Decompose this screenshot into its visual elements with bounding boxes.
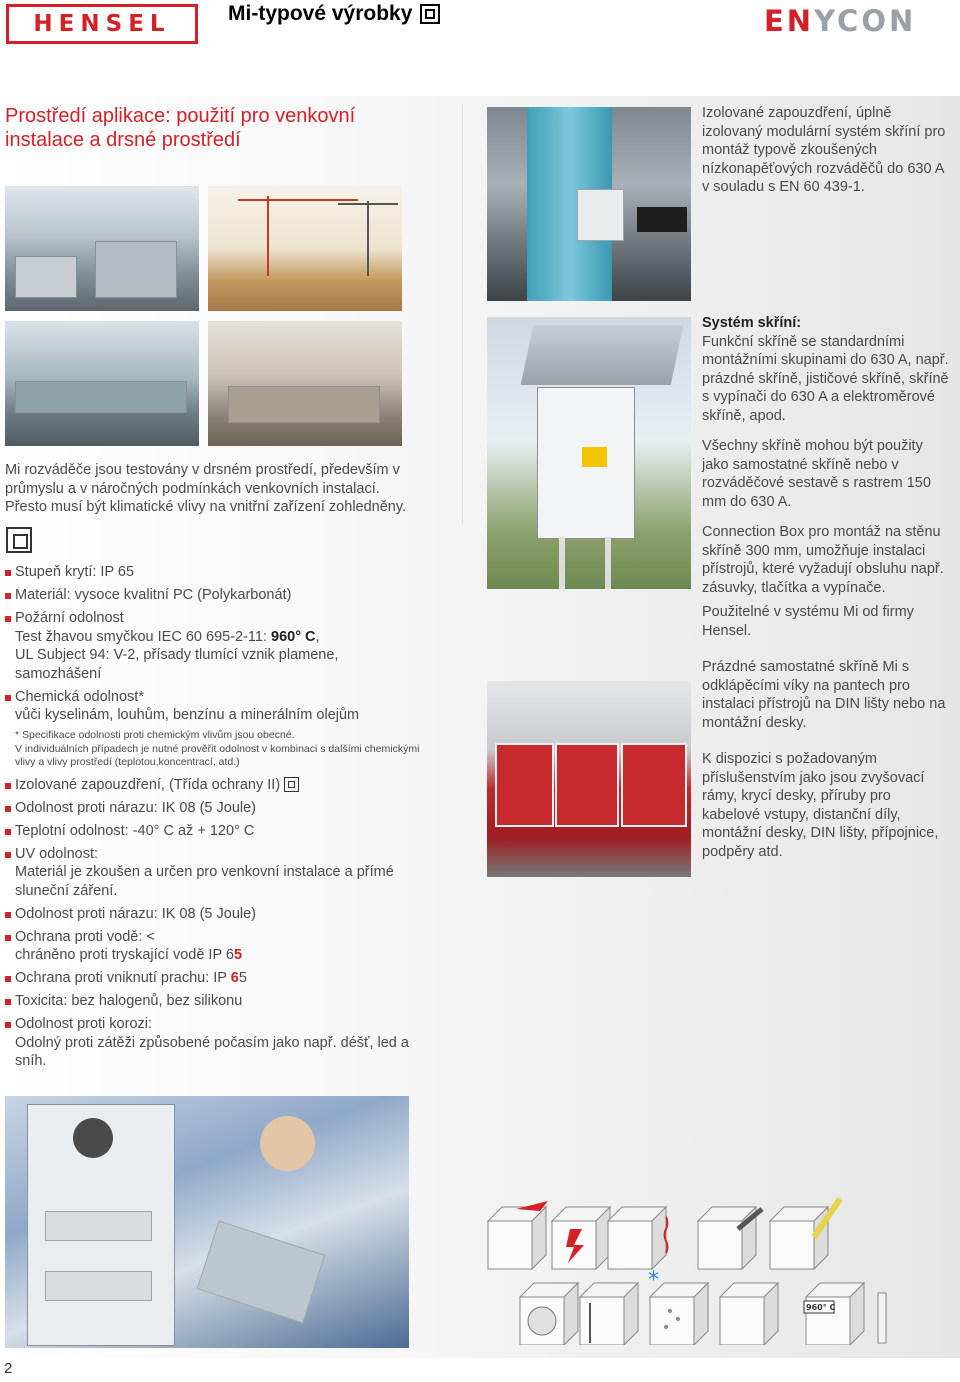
fire-resistance-icon (804, 1283, 864, 1345)
crane-icon (208, 186, 402, 311)
page-title-text: Mi-typové výrobky (228, 2, 413, 25)
water-protection-text: chráněno proti tryskající vodě IP 6 (15, 947, 234, 963)
column-divider (462, 104, 463, 524)
page-number: 2 (4, 1360, 13, 1377)
breaker-row (45, 1211, 152, 1241)
enycon-logo-red: EN (764, 4, 815, 38)
enclosure-on-pillar (577, 189, 624, 241)
fire-resistance-title: Požární odolnost (15, 610, 124, 626)
page-title (228, 2, 440, 26)
dust-protection-text: Ochrana proti vniknutí prachu: IP (15, 970, 231, 986)
hensel-logo (6, 4, 198, 44)
list-item (5, 992, 425, 1011)
dust-protection-digit: 6 (230, 970, 239, 986)
photo-technician-enclosure (5, 1096, 409, 1348)
ul-subject: UL Subject 94: V-2, přísady tlumící vznik plamene, samozhášení (15, 647, 339, 682)
system-description (702, 314, 952, 867)
temperature-icon (608, 1207, 668, 1293)
glow-wire-comma: , (315, 628, 320, 645)
protection-class-ii-icon (6, 527, 32, 553)
list-item (5, 776, 425, 795)
chemical-resistance-icon (580, 1283, 638, 1345)
system-text-3: Connection Box pro montáž na stěnu skříně 300 mm, umožňuje instalaci přístrojů, které vyžadují obsluhu např. zásuvky, tlačítka a vypínače. (702, 524, 944, 596)
glow-wire-test: Test žhavou smyčkou IEC 60 695-2-11: (15, 628, 272, 645)
insulated-enclosure: Izolované zapouzdření, (Třída ochrany II) (15, 776, 281, 793)
impact-resistance-2: Odolnost proti nárazu: IK 08 (5 Joule) (15, 905, 256, 922)
chemical-resistance-title: Chemická odolnost* (15, 688, 144, 705)
list-item (5, 1015, 425, 1071)
svg-text:*: * (648, 1268, 659, 1293)
photo-factory-hall (5, 186, 199, 311)
list-item (5, 969, 425, 988)
list-item (5, 799, 425, 818)
photo-outdoor-distribution-box (487, 317, 691, 589)
uv-lightning-icon (552, 1207, 610, 1269)
water-protection-title: Ochrana proti vodě: < (15, 928, 155, 945)
water-protection-line (15, 946, 425, 965)
photo-construction-site (208, 186, 402, 311)
photo-red-containers (487, 681, 691, 877)
warning-label-icon (582, 447, 607, 467)
double-insulation-small-icon (284, 777, 299, 792)
water-protection-digit: 5 (233, 947, 243, 963)
hensel-logo-text: HENSEL (33, 11, 171, 37)
corrosion-spray-icon (770, 1199, 840, 1269)
photo-workshop (208, 321, 402, 446)
list-item (5, 688, 425, 725)
photo-parking-garage (487, 107, 691, 301)
glow-wire-temperature: 960° C (271, 628, 316, 645)
dust-protection-suffix: 5 (238, 970, 247, 986)
chemical-resistance-text: vůči kyselinám, louhům, benzínu a minerálním olejům (15, 707, 360, 723)
rotary-switch-icon (73, 1118, 113, 1158)
impact-hammer-icon (698, 1207, 762, 1269)
toxicity: Toxicita: bez halogenů, bez silikonu (15, 993, 243, 1009)
list-item (5, 928, 425, 965)
laptop (197, 1220, 326, 1323)
corrosion-title: Odolnost proti korozi: (15, 1016, 153, 1032)
list-item (5, 905, 425, 924)
fire-resistance-test (15, 628, 425, 647)
intro-right-text: Izolované zapouzdření, úplně izolovaný modulární systém skříní pro montáž typově zkoušených nízkonapěťových rozváděčů do 630 A v souladu s EN 60 439-1. (702, 105, 946, 195)
dust-protection-icon (650, 1283, 708, 1345)
list-item (5, 845, 425, 901)
list-item (5, 563, 425, 582)
uv-text: Materiál je zkoušen a určen pro venkovní instalace a přímé sluneční záření. (15, 864, 394, 899)
technician-head (260, 1116, 315, 1171)
system-title: Systém skříní: (702, 315, 802, 331)
halogen-free-icon (720, 1283, 778, 1345)
temperature-resistance: Teplotní odolnost: -40° C až + 120° C (15, 822, 255, 839)
intro-text: Mi rozváděče jsou testovány v drsném prostředí, především v průmyslu a v náročných podmínkách venkovních instalací. Přesto musí být klimatické vlivy na vnitřní zařízení zohledněny. (5, 462, 407, 515)
uv-title: UV odolnost: (15, 845, 99, 862)
fire-temperature-label: 960° C (806, 1303, 836, 1312)
impact-resistance: Odolnost proti nárazu: IK 08 (5 Joule) (15, 799, 256, 816)
ip-rating: Stupeň krytí: IP 65 (15, 564, 135, 580)
system-text-4: Použitelné v systému Mi od firmy Hensel. (702, 604, 914, 639)
photo-production-line (5, 321, 199, 446)
corrosion-text: Odolný proti zátěži způsobené počasím jako např. déšť, led a sníh. (15, 1034, 409, 1069)
chemical-note (5, 729, 425, 770)
material: Materiál: vysoce kvalitní PC (Polykarbonát) (15, 587, 292, 603)
weather-resistance-icon (520, 1283, 578, 1345)
enycon-logo (764, 4, 916, 38)
system-text-5: Prázdné samostatné skříně Mi s odklápěcími víky na pantech pro instalaci přístrojů na DIN lišty nebo na montážní desky. (702, 659, 946, 731)
double-insulation-icon (420, 4, 440, 24)
application-heading: Prostředí aplikace: použití pro venkovní instalace a drsné prostředí (5, 105, 356, 151)
system-text-2: Všechny skříně mohou být použity jako samostatné skříně nebo v rozváděčové sestavě s rastrem 150 mm do 630 A. (702, 438, 931, 510)
list-item (5, 586, 425, 605)
note-line-1: * Specifikace odolnosti proti chemickým vlivům jsou obecné. (15, 729, 295, 741)
water-spray-icon (488, 1201, 548, 1269)
property-list (5, 563, 425, 1075)
system-text-1: Funkční skříně se standardními montážními skupinami do 630 A, např. prázdné skříně, jističové skříně, skříně s vypínači do 630 A a elektroměrové skříně, apod. (702, 333, 949, 424)
list-item (5, 822, 425, 841)
property-icons (480, 1195, 900, 1345)
system-text-6: K dispozici s požadovaným příslušenstvím jako jsou zvyšovací rámy, krycí desky, příruby pro kabelové vstupy, distanční díly, montážní desky, DIN lišty, přípojnice, podpěry atd. (702, 751, 939, 860)
list-item (5, 609, 425, 683)
breaker-row (45, 1271, 152, 1301)
ip-rating-icon (878, 1293, 886, 1343)
note-line-2: V individuálních případech je nutné prověřit odolnost v kombinaci s dalšími chemickými vlivy a vlivy prostředí (teplotou,koncentrací, atd.) (15, 742, 420, 768)
enycon-logo-grey: YCON (814, 4, 917, 38)
